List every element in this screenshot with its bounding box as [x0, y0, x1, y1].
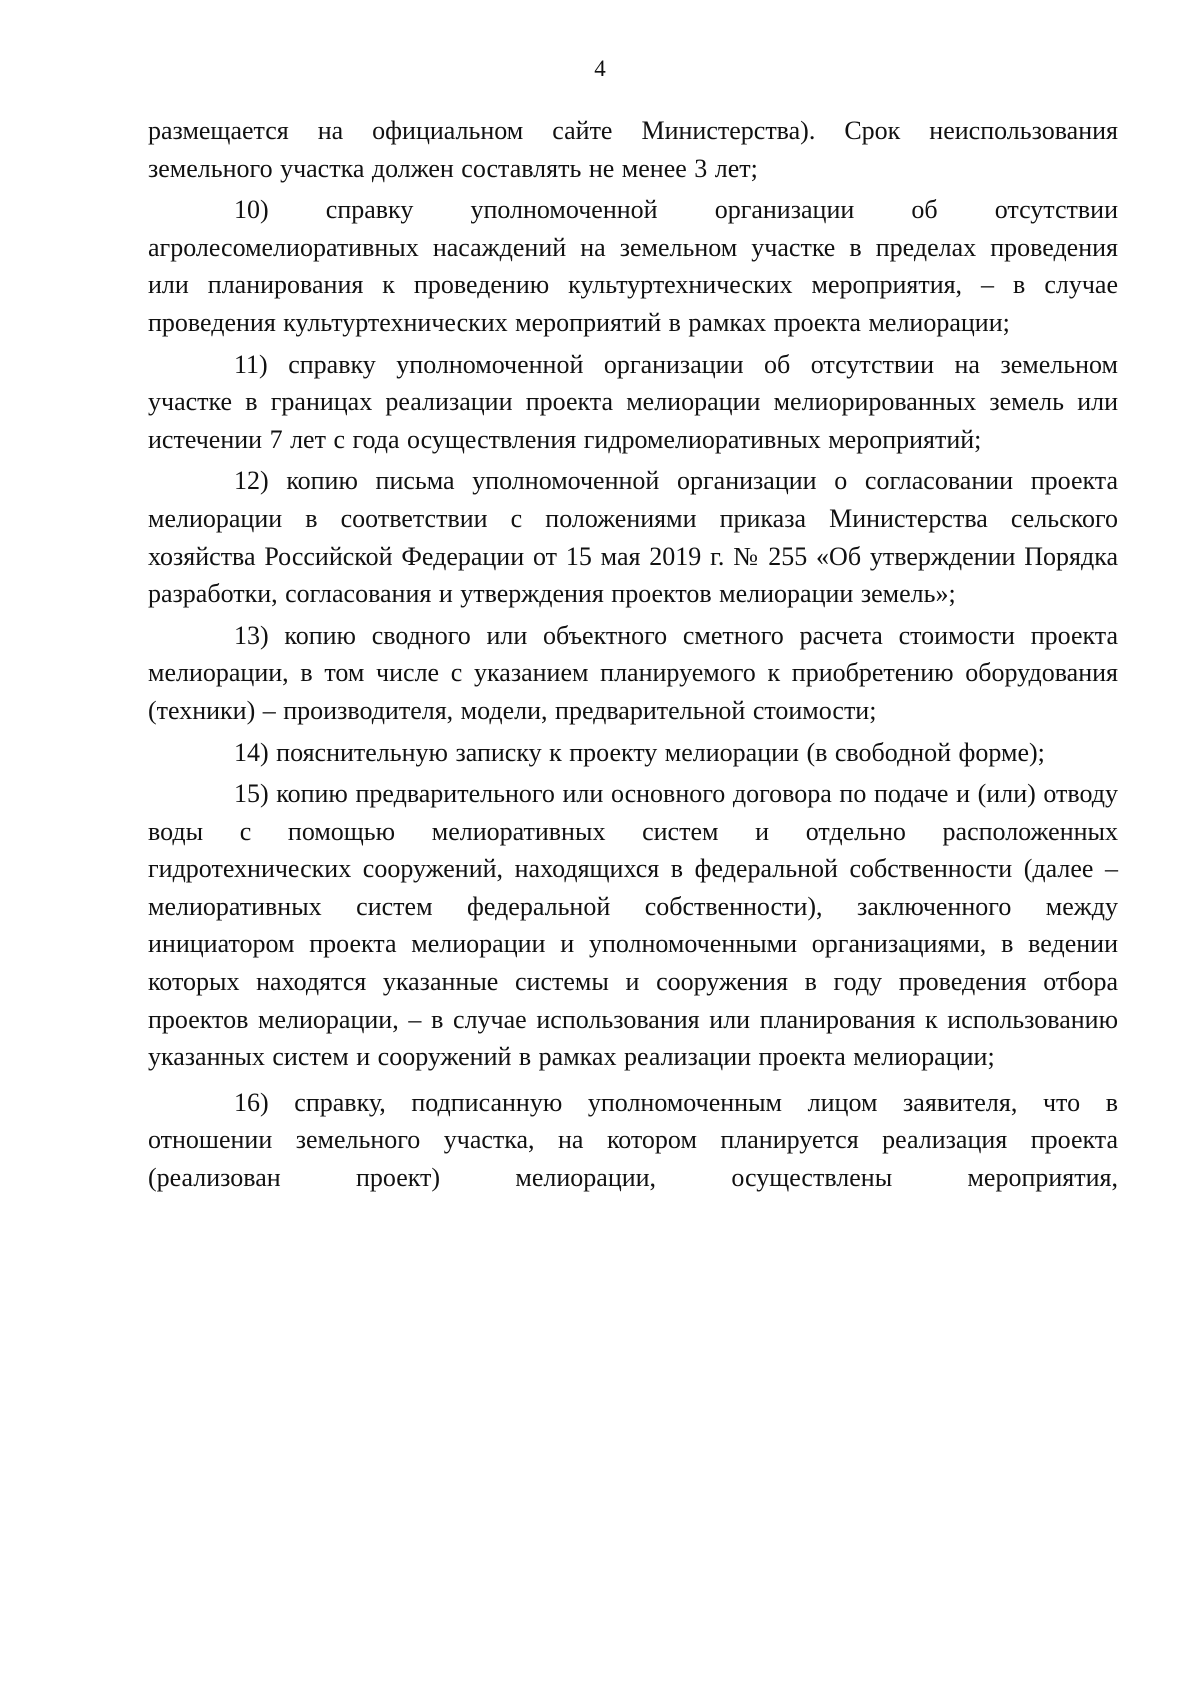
list-item-15: 15) копию предварительного или основного договора по подаче и (или) отводу воды с помощью мелиоративных систем и отдельно расположенных гидротехнических сооружений, находящихся в федеральной собственности (далее – мелиоративных систем федеральной собственности), заключенного между инициатором проекта мелиорации и уполномоченными организациями, в ведении которых находятся указанные системы и сооружения в году проведения отбора проектов мелиорации, – в случае использования или планирования к использованию указанных систем и сооружений в рамках реализации проекта мелиорации;	[148, 779, 1118, 1072]
paragraph-continuation: размещается на официальном сайте Министерства). Срок неиспользования земельного участка должен составлять не менее 3 лет;	[148, 116, 1118, 183]
list-item-12: 12) копию письма уполномоченной организации о согласовании проекта мелиорации в соответствии с положениями приказа Министерства сельского хозяйства Российской Федерации от 15 мая 2019 г. № 255 «Об утверждении Порядка разработки, согласования и утверждения проектов мелиорации земель»;	[148, 466, 1118, 609]
document-body	[148, 112, 1118, 1201]
list-item-14: 14) пояснительную записку к проекту мелиорации (в свободной форме);	[234, 737, 1045, 767]
list-item-10: 10) справку уполномоченной организации об отсутствии агролесомелиоративных насаждений на земельном участке в пределах проведения или планирования к проведению культуртехнических мероприятия, – в случае проведения культуртехнических мероприятий в рамках проекта мелиорации;	[148, 195, 1118, 337]
page-number: 4	[594, 56, 606, 81]
list-item-11: 11) справку уполномоченной организации об отсутствии на земельном участке в границах реализации проекта мелиорации мелиорированных земель или истечении 7 лет с года осуществления гидромелиоративных мероприятий;	[148, 349, 1118, 454]
list-item-13: 13) копию сводного или объектного сметного расчета стоимости проекта мелиорации, в том числе с указанием планируемого к приобретению оборудования (техники) – производителя, модели, предварительной стоимости;	[148, 620, 1118, 725]
list-item-16: 16) справку, подписанную уполномоченным лицом заявителя, что в отношении земельного участка, на котором планируется реализация проекта (реализован проект) мелиорации, осуществлены мероприятия,	[148, 1087, 1118, 1193]
